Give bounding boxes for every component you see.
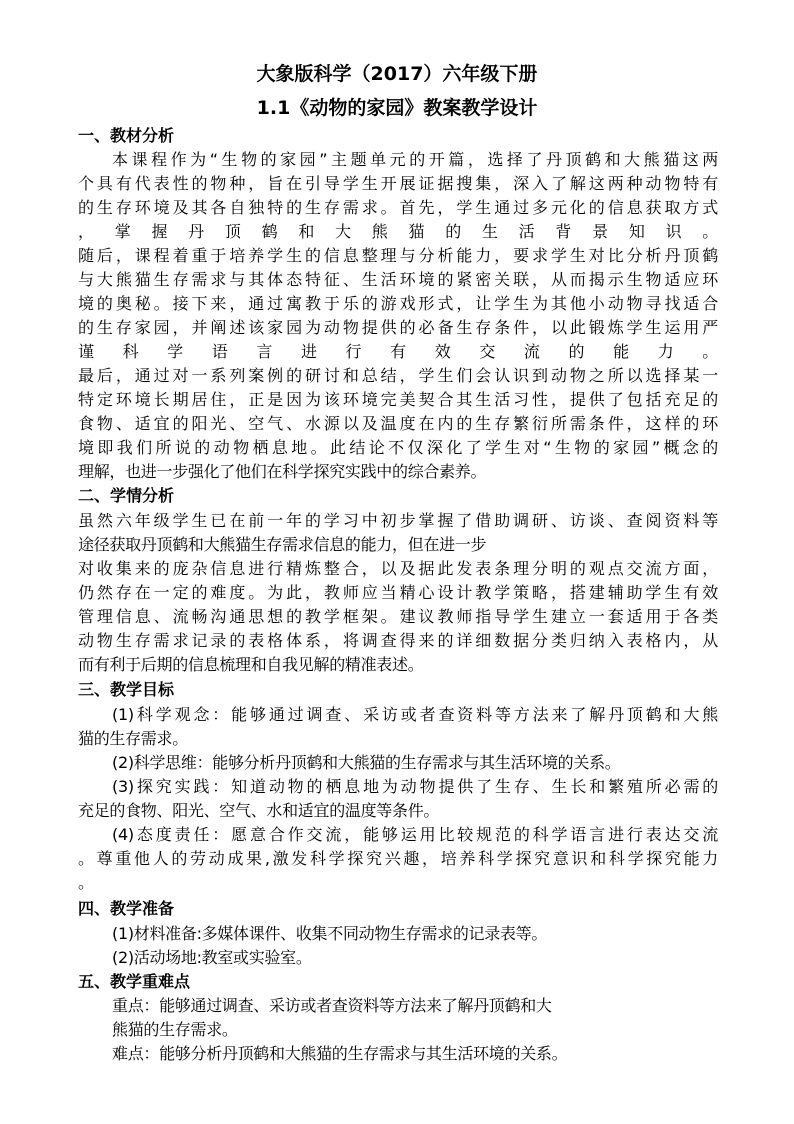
section-heading: 一、教材分析 — [78, 126, 175, 145]
body-line: (1)科学观念：能够通过调查、采访或者查资料等方法来了解丹顶鹤和大熊 — [112, 705, 718, 724]
body-line: 食物、适宜的阳光、空气、水源以及温度在内的生存繁衍所需条件，这样的环 — [78, 414, 718, 433]
body-line: 对收集来的庞杂信息进行精炼整合，以及据此发表条理分明的观点交流方面， — [78, 559, 718, 578]
body-line: 。尊重他人的劳动成果,激发科学探究兴趣，培养科学探究意识和科学探究能力 — [78, 849, 718, 868]
body-line: 个具有代表性的物种，旨在引导学生开展证据搜集，深入了解这两种动物特有 — [78, 174, 718, 193]
body-line: 最后，通过对一系列案例的研讨和总结，学生们会认识到动物之所以选择某一 — [78, 366, 718, 385]
body-line: (2)活动场地:教室或实验室。 — [112, 948, 312, 967]
body-line: 。 — [78, 873, 94, 892]
body-line: 的生存环境及其各自独特的生存需求。首先，学生通过多元化的信息获取方式 — [78, 198, 718, 217]
body-line: 理解，也进一步强化了他们在科学探究实践中的综合素养。 — [78, 462, 487, 481]
document-title: 大象版科学（2017）六年级下册 — [256, 63, 538, 85]
body-line: 而有利于后期的信息梳理和自我见解的精准表述。 — [78, 655, 424, 674]
body-line: 境即我们所说的动物栖息地。此结论不仅深化了学生对“生物的家园”概念的 — [78, 438, 718, 457]
body-line: 重点：能够通过调查、采访或者查资料等方法来了解丹顶鹤和大 — [112, 996, 552, 1015]
body-line: (3)探究实践：知道动物的栖息地为动物提供了生存、生长和繁殖所必需的 — [112, 777, 718, 796]
lesson-title: 1.1《动物的家园》教案教学设计 — [256, 97, 538, 119]
body-line: ，掌握丹顶鹤和大熊猫的生活背景知识。 — [78, 222, 718, 241]
body-line: 的生存家园，并阐述该家园为动物提供的必备生存条件，以此锻炼学生运用严 — [78, 318, 718, 337]
body-line: 动物生存需求记录的表格体系，将调查得来的详细数据分类归纳入表格内，从 — [78, 631, 718, 650]
body-line: (2)科学思维：能够分析丹顶鹤和大熊猫的生存需求与其生活环境的关系。 — [112, 753, 621, 772]
section-heading: 二、学情分析 — [78, 486, 175, 505]
section-heading: 五、教学重难点 — [78, 972, 191, 991]
body-line: 与大熊猫生存需求与其体态特征、生活环境的紧密关联，从而揭示生物适应环 — [78, 270, 718, 289]
body-line: 充足的食物、阳光、空气、水和适宜的温度等条件。 — [78, 801, 440, 820]
body-line: 本课程作为“生物的家园”主题单元的开篇，选择了丹顶鹤和大熊猫这两 — [112, 150, 718, 169]
body-line: 仍然存在一定的难度。为此，教师应当精心设计教学策略，搭建辅助学生有效 — [78, 583, 718, 602]
body-line: 特定环境长期居住，正是因为该环境完美契合其生活习性，提供了包括充足的 — [78, 390, 718, 409]
body-line: 虽然六年级学生已在前一年的学习中初步掌握了借助调研、访谈、查阅资料等 — [78, 511, 718, 530]
body-line: 熊猫的生存需求。 — [112, 1020, 238, 1039]
body-line: 境的奥秘。接下来，通过寓教于乐的游戏形式，让学生为其他小动物寻找适合 — [78, 294, 718, 313]
section-heading: 三、教学目标 — [78, 680, 175, 699]
body-line: 随后，课程着重于培养学生的信息整理与分析能力，要求学生对比分析丹顶鹤 — [78, 246, 718, 265]
body-line: 猫的生存需求。 — [78, 729, 188, 748]
section-heading: 四、教学准备 — [78, 899, 175, 918]
body-line: (1)材料准备:多媒体课件、收集不同动物生存需求的记录表等。 — [112, 924, 548, 943]
body-line: 谨科学语言进行有效交流的能力。 — [78, 342, 718, 361]
body-line: (4)态度责任：愿意合作交流，能够运用比较规范的科学语言进行表达交流 — [112, 825, 718, 844]
body-line: 途径获取丹顶鹤和大熊猫生存需求信息的能力，但在进一步 — [78, 535, 487, 554]
body-line: 难点：能够分析丹顶鹤和大熊猫的生存需求与其生活环境的关系。 — [112, 1044, 568, 1063]
body-line: 管理信息、流畅沟通思想的教学框架。建议教师指导学生建立一套适用于各类 — [78, 607, 718, 626]
